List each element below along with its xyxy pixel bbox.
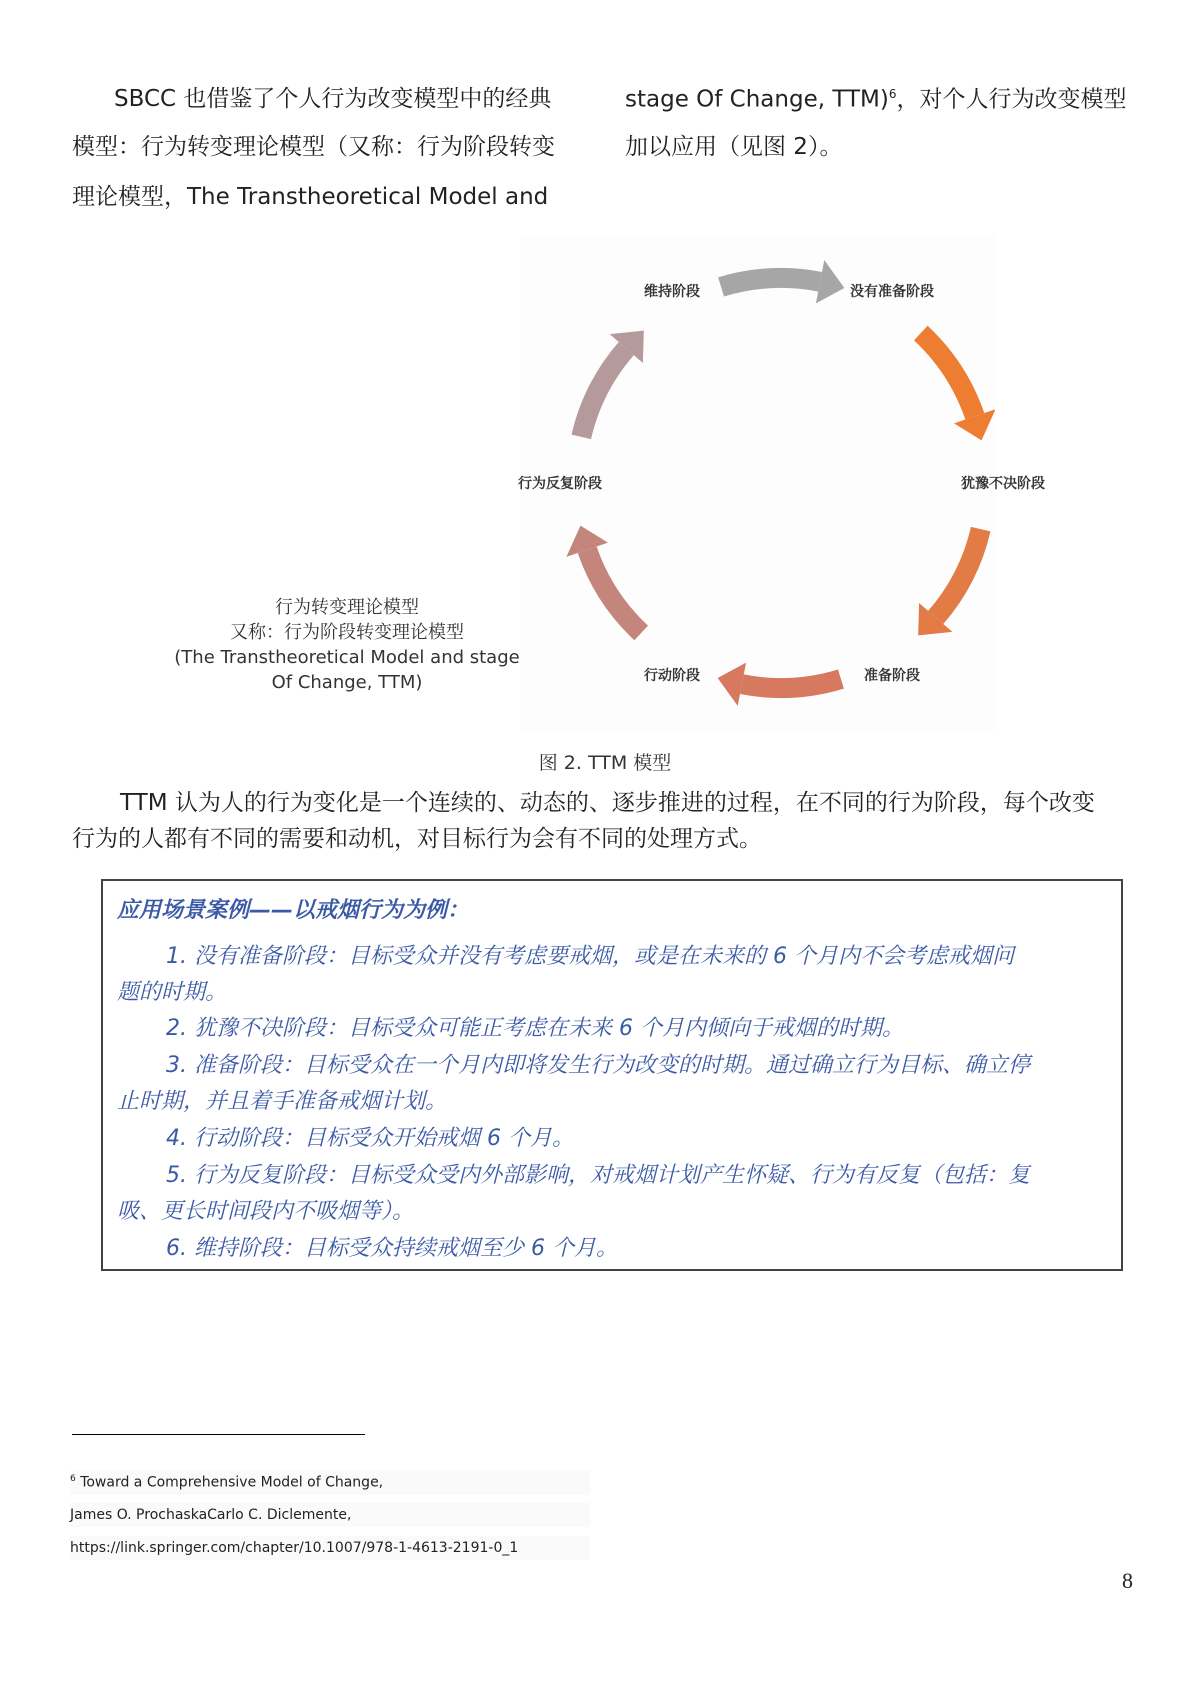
footnote-number: 6 bbox=[70, 1474, 76, 1484]
stage-label-maintenance: 维持阶段 bbox=[644, 284, 700, 300]
footnote-link[interactable]: https://link.springer.com/chapter/10.1007/978-1-4613-2191-0_1 bbox=[70, 1536, 590, 1560]
arrow-to-action-head bbox=[718, 663, 746, 706]
case-box-title: 应用场景案例——以戒烟行为为例： bbox=[117, 898, 470, 923]
footnote-line-2: James O. ProchaskaCarlo C. Diclemente, bbox=[70, 1503, 590, 1527]
intro-left-line-1: SBCC 也借鉴了个人行为改变模型中的经典 bbox=[114, 86, 552, 112]
paragraph2-line-1: TTM 认为人的行为变化是一个连续的、动态的、逐步推进的过程，在不同的行为阶段，每个改变 bbox=[120, 790, 1095, 816]
intro-right-tail: ，对个人行为改变模型 bbox=[896, 86, 1127, 113]
figure-caption: 图 2. TTM 模型 bbox=[538, 752, 672, 774]
diagram-caption bbox=[167, 595, 527, 695]
case-line: 1. 没有准备阶段：目标受众并没有考虑要戒烟，或是在未来的 6 个月内不会考虑戒烟问 bbox=[166, 944, 1014, 969]
page-number: 8 bbox=[1122, 1568, 1133, 1593]
footnote-line-1 bbox=[70, 1470, 590, 1495]
intro-right-text: stage Of Change, TTM) bbox=[625, 86, 889, 113]
arrow-to-contemplation bbox=[921, 333, 975, 416]
arrow-to-precontemplation bbox=[721, 278, 820, 287]
arrow-to-precontemplation-head bbox=[816, 260, 844, 303]
case-line: 止时期，并且着手准备戒烟计划。 bbox=[117, 1089, 448, 1114]
case-line: 5. 行为反复阶段：目标受众受内外部影响，对戒烟计划产生怀疑、行为有反复（包括：复 bbox=[166, 1163, 1030, 1188]
arrow-to-preparation bbox=[936, 529, 981, 617]
caption-line: 行为转变理论模型 bbox=[275, 597, 419, 618]
paragraph2-line-2: 行为的人都有不同的需要和动机，对目标行为会有不同的处理方式。 bbox=[72, 826, 762, 852]
caption-line: Of Change, TTM) bbox=[271, 672, 423, 693]
caption-line: (The Transtheoretical Model and stage bbox=[174, 647, 520, 668]
case-line: 4. 行动阶段：目标受众开始戒烟 6 个月。 bbox=[166, 1126, 574, 1151]
arrow-to-relapse bbox=[587, 550, 641, 633]
stage-label-action: 行动阶段 bbox=[644, 668, 700, 684]
footnote-text: Toward a Comprehensive Model of Change, bbox=[80, 1474, 384, 1491]
stage-label-precontemplation: 没有准备阶段 bbox=[850, 284, 934, 300]
intro-left-line-2: 模型：行为转变理论模型（又称：行为阶段转变 bbox=[72, 134, 555, 160]
footnote-ref[interactable]: 6 bbox=[888, 87, 897, 101]
case-line: 题的时期。 bbox=[117, 980, 228, 1005]
case-line: 2. 犹豫不决阶段：目标受众可能正考虑在未来 6 个月内倾向于戒烟的时期。 bbox=[166, 1016, 904, 1041]
arrow-to-maintenance bbox=[581, 349, 626, 437]
intro-right-line-2: 加以应用（见图 2）。 bbox=[625, 134, 843, 160]
intro-right-line-1 bbox=[625, 88, 1127, 112]
stage-label-relapse: 行为反复阶段 bbox=[518, 476, 602, 492]
intro-left-line-3: 理论模型，The Transtheoretical Model and bbox=[72, 184, 549, 210]
stage-label-contemplation: 犹豫不决阶段 bbox=[961, 476, 1045, 492]
arrow-to-action bbox=[742, 679, 841, 688]
case-line: 吸、更长时间段内不吸烟等）。 bbox=[117, 1199, 415, 1224]
stage-label-preparation: 准备阶段 bbox=[864, 668, 920, 684]
caption-line: 又称：行为阶段转变理论模型 bbox=[230, 622, 464, 643]
case-line: 3. 准备阶段：目标受众在一个月内即将发生行为改变的时期。通过确立行为目标、确立停 bbox=[166, 1053, 1030, 1078]
footnote-rule bbox=[72, 1434, 365, 1435]
case-line: 6. 维持阶段：目标受众持续戒烟至少 6 个月。 bbox=[166, 1236, 618, 1261]
